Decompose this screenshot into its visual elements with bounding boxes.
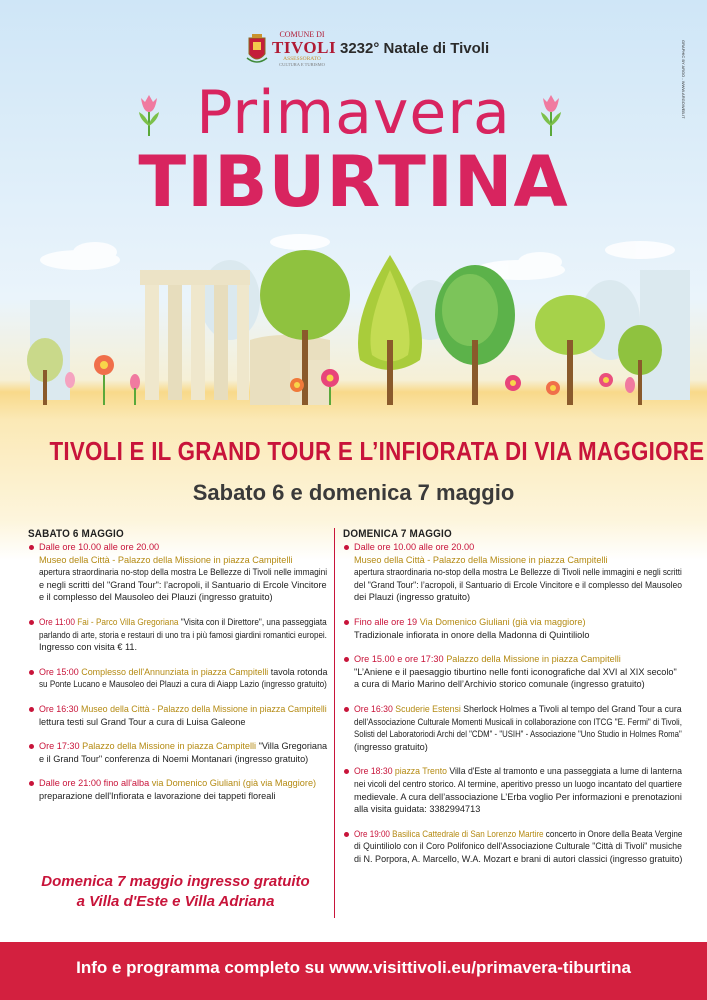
event-place: Fai - Parco Villa Gregoriana bbox=[77, 616, 179, 627]
event-text: di Quintiliolo con il Coro Polifonico dell'Associazione Culturale "Città di Tivoli" musiche bbox=[354, 841, 682, 852]
footer-info-link[interactable]: Info e programma completo su www.visittivoli.eu/primavera-tiburtina bbox=[76, 958, 631, 977]
bullet-icon bbox=[344, 545, 349, 550]
event-text: dell'Associazione Culturale Momenti Musicali in collaborazione con ITCG "E. Fermi" di Tivoli, bbox=[354, 716, 682, 727]
event-place: Museo della Città - Palazzo della Missione in piazza Campitelli bbox=[80, 703, 327, 714]
list-item bbox=[343, 703, 683, 753]
event-time: Ore 16:30 bbox=[39, 703, 79, 714]
list-item bbox=[28, 616, 328, 654]
comune-line1: COMUNE DI bbox=[279, 30, 325, 39]
event-text: medievale. A cura dell’associazione L’Erba voglio Per informazioni e prenotazioni bbox=[354, 791, 682, 802]
event-place: piazza Trento bbox=[394, 766, 447, 777]
title-line2: TIBURTINA bbox=[138, 141, 569, 223]
column-divider bbox=[334, 528, 335, 918]
event-text: di N. Porpora, A. Marcello, W.A. Mozart e brani di autori classici (ingresso gratuito) bbox=[354, 853, 683, 864]
event-place: Palazzo della Missione in piazza Campitelli bbox=[82, 741, 257, 752]
event-text: Solisti del Laboratoriodi Archi del "CDM" - "USIH" - Associazione "Uno Studio in Holmes Roma" bbox=[354, 729, 682, 740]
bullet-icon bbox=[344, 707, 349, 712]
bullet-icon bbox=[29, 670, 34, 675]
event-text: preparazione dell'Infiorata e lavorazione dei tappeti floreali bbox=[39, 790, 276, 801]
list-item bbox=[343, 765, 683, 815]
event-text: del "Grand Tour": l’acropoli, il Santuario di Ercole Vincitore e il complesso del Mausoleo bbox=[354, 579, 682, 590]
side-credit: GRAPHIC BY ARGO - WWW.ARGOWEB.IT bbox=[681, 40, 686, 119]
event-place: via Domenico Giuliani (già via Maggiore) bbox=[151, 778, 317, 789]
event-place: Museo della Città - Palazzo della Missione in piazza Campitelli bbox=[39, 554, 293, 565]
comune-line4: CULTURA E TURISMO bbox=[279, 61, 325, 67]
list-item bbox=[28, 740, 328, 765]
event-text: apertura straordinaria no-stop della mostra Le Bellezze di Tivoli nelle immagini e negli scritti bbox=[354, 567, 682, 578]
edition-label: 3232° Natale di Tivoli bbox=[340, 40, 490, 57]
event-text: (ingresso gratuito) bbox=[354, 741, 428, 752]
event-text: tavola rotonda bbox=[270, 666, 328, 677]
saturday-column bbox=[28, 528, 328, 815]
event-text: "Visita con il Direttore", una passeggiata bbox=[180, 616, 327, 627]
event-text: Villa d'Este al tramonto e una passeggiata a lume di lanterna bbox=[449, 766, 682, 777]
footer-bar bbox=[0, 942, 707, 1000]
event-text: Tradizionale infiorata in onore della Madonna di Quintiliolo bbox=[354, 629, 590, 640]
promo-line2: a Villa d'Este e Villa Adriana bbox=[76, 893, 275, 910]
bullet-icon bbox=[344, 832, 349, 837]
event-text: "Villa Gregoriana bbox=[258, 741, 328, 752]
event-time: Fino alle ore 19 bbox=[354, 616, 418, 627]
event-text: a cura di Mario Marino dell’Archivio storico comunale (ingresso gratuito) bbox=[354, 679, 645, 690]
promo-line1: Domenica 7 maggio ingresso gratuito bbox=[41, 873, 310, 890]
event-text: e il complesso del Mausoleo dei Plauzi (ingresso gratuito) bbox=[39, 592, 273, 603]
event-text: e il Grand Tour" conferenza di Noemi Montanari (ingresso gratuito) bbox=[39, 753, 309, 764]
event-text: Ingresso con visita € 11. bbox=[39, 642, 138, 653]
event-text: parlando di arte, storia e restauri di uno tra i più famosi giardini romantici europei. bbox=[39, 629, 327, 640]
event-text: alla visita guidata: 3382994713 bbox=[354, 804, 481, 815]
list-item bbox=[28, 666, 328, 691]
sunday-heading: DOMENICA 7 MAGGIO bbox=[343, 528, 452, 540]
saturday-heading: SABATO 6 MAGGIO bbox=[28, 528, 124, 540]
event-time: Dalle ore 10.00 alle ore 20.00 bbox=[39, 542, 160, 552]
list-item bbox=[28, 703, 328, 728]
event-text: nei vicoli del centro storico. Al termine, aperitivo presso un luogo incantato del quartiere bbox=[354, 778, 682, 789]
event-place: Scuderie Estensi bbox=[395, 703, 461, 714]
bullet-icon bbox=[29, 545, 34, 550]
event-text: apertura straordinaria no-stop della mostra Le Bellezze di Tivoli nelle immagini bbox=[39, 567, 328, 578]
event-text: e negli scritti del "Grand Tour": l’acropoli, il Santuario di Ercole Vincitore bbox=[39, 579, 327, 590]
event-text: lettura testi sul Grand Tour a cura di Luisa Galeone bbox=[39, 716, 246, 727]
bullet-icon bbox=[29, 744, 34, 749]
event-text: Sherlock Holmes a Tivoli al tempo del Grand Tour a cura bbox=[463, 703, 682, 714]
free-entry-promo bbox=[28, 872, 323, 912]
title-line1: Primavera bbox=[196, 78, 511, 148]
list-item bbox=[28, 541, 328, 604]
event-time: Ore 19:00 bbox=[354, 828, 390, 839]
event-time: Ore 15.00 e ore 17:30 bbox=[354, 654, 444, 665]
event-place: Via Domenico Giuliani (già via maggiore) bbox=[419, 616, 586, 627]
event-place: Palazzo della Missione in piazza Campitelli bbox=[446, 654, 621, 665]
sunday-column bbox=[343, 528, 683, 877]
tree-icon bbox=[358, 255, 422, 405]
event-text: dei Plauzi (ingresso gratuito) bbox=[354, 592, 471, 603]
event-time: Ore 16:30 bbox=[354, 703, 393, 714]
list-item bbox=[343, 828, 683, 866]
list-item bbox=[343, 616, 683, 641]
cloud-icon bbox=[40, 234, 675, 280]
event-place: Complesso dell'Annunziata in piazza Campitelli bbox=[81, 666, 269, 677]
event-text: concerto in Onore della Beata Vergine bbox=[545, 828, 683, 839]
event-time: Dalle ore 21:00 fino all'alba bbox=[39, 778, 150, 789]
list-item bbox=[28, 777, 328, 802]
bullet-icon bbox=[344, 657, 349, 662]
event-time: Ore 18:30 bbox=[354, 766, 393, 777]
list-item bbox=[343, 541, 683, 604]
tree-icon bbox=[435, 265, 515, 405]
bullet-icon bbox=[344, 769, 349, 774]
comune-logo bbox=[272, 30, 337, 67]
coat-of-arms-icon bbox=[245, 32, 269, 66]
event-time: Dalle ore 10.00 alle ore 20.00 bbox=[354, 542, 475, 552]
bullet-icon bbox=[29, 707, 34, 712]
landscape-illustration bbox=[0, 230, 707, 410]
event-text: "L’Aniene e il paesaggio tiburtino nelle fonti iconografiche dal XVI al XIX secolo" bbox=[354, 666, 677, 677]
list-item bbox=[343, 653, 683, 691]
bullet-icon bbox=[344, 620, 349, 625]
comune-name: TIVOLI bbox=[272, 38, 337, 57]
event-text: su Ponte Lucano e Mausoleo dei Plauzi a cura di Aiapp Lazio (ingresso gratuito) bbox=[39, 679, 327, 690]
event-place: Museo della Città - Palazzo della Missione in piazza Campitelli bbox=[354, 554, 608, 565]
event-place: Basilica Cattedrale di San Lorenzo Martire bbox=[392, 828, 544, 839]
comune-line3: ASSESSORATO bbox=[283, 56, 321, 62]
event-time: Ore 15:00 bbox=[39, 666, 79, 677]
bullet-icon bbox=[29, 620, 34, 625]
bullet-icon bbox=[29, 781, 34, 786]
event-time: Ore 11:00 bbox=[39, 616, 75, 627]
header bbox=[0, 28, 707, 72]
event-dates: Sabato 6 e domenica 7 maggio bbox=[192, 480, 515, 505]
event-time: Ore 17:30 bbox=[39, 741, 80, 752]
headline: TIVOLI E IL GRAND TOUR E L’INFIORATA DI VIA MAGGIORE bbox=[49, 436, 705, 466]
